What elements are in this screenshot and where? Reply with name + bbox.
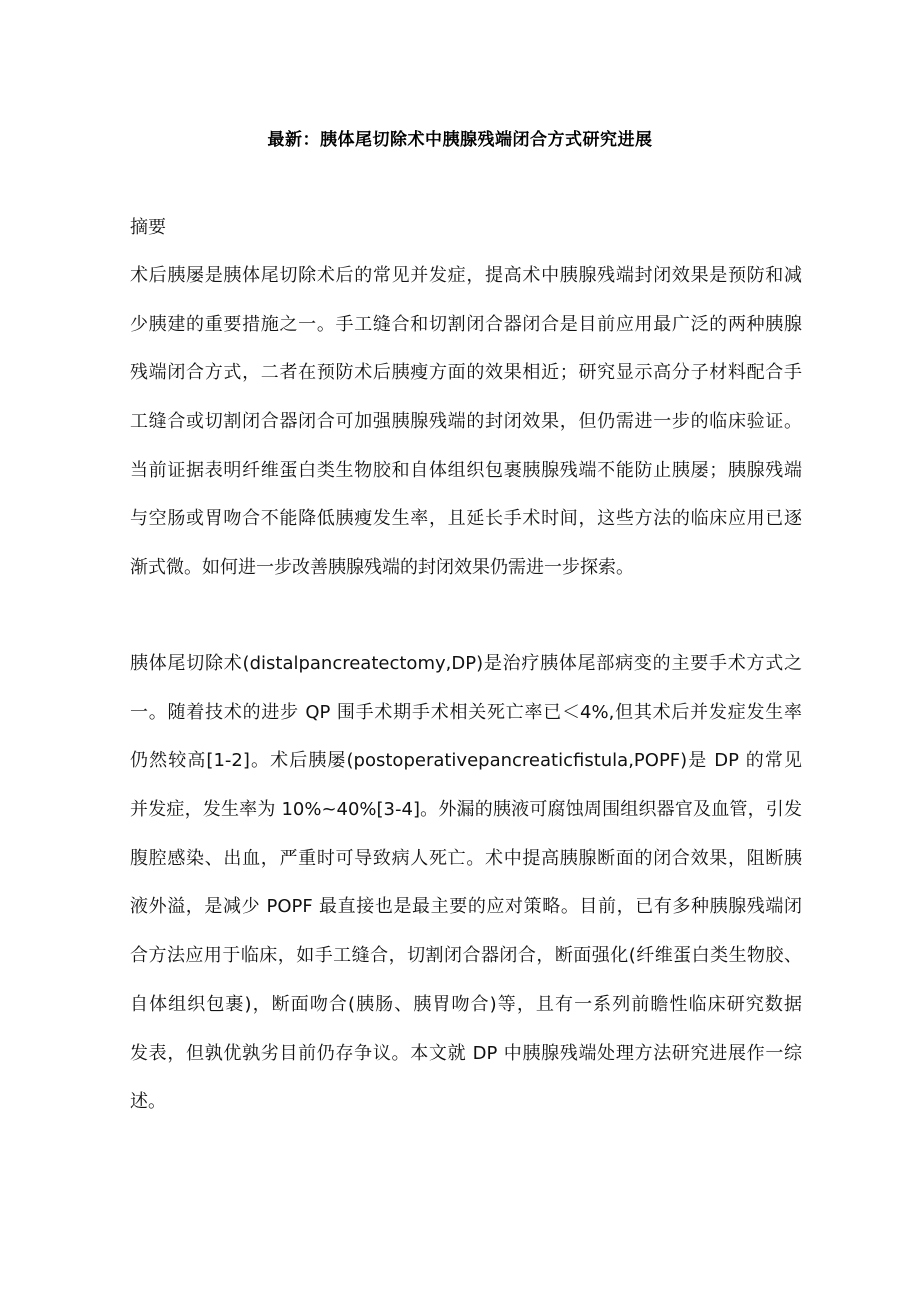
intro-line: 液外溢，是减少 POPF 最直接也是最主要的应对策略。目前，已有多种胰腺残端闭	[130, 896, 802, 918]
abstract-line: 少胰建的重要措施之一。手工缝合和切割闭合器闭合是目前应用最广泛的两种胰腺	[130, 313, 802, 335]
abstract-line: 工缝合或切割闭合器闭合可加强胰腺残端的封闭效果，但仍需进一步的临床验证。	[130, 411, 802, 433]
intro-line: 述。	[130, 1091, 166, 1113]
intro-line: 仍然较高[1-2]。术后胰屡(postoperativepancreaticfistula,POPF)是 DP 的常见	[130, 750, 802, 772]
intro-line: 并发症，发生率为 10%~40%[3-4]。外漏的胰液可腐蚀周围组织器官及血管，引发	[130, 799, 802, 821]
abstract-line: 残端闭合方式，二者在预防术后胰瘦方面的效果相近；研究显示高分子材料配合手	[130, 362, 802, 384]
document-title: 最新：胰体尾切除术中胰腺残端闭合方式研究进展	[267, 130, 653, 150]
intro-line: 发表，但孰优孰劣目前仍存争议。本文就 DP 中胰腺残端处理方法研究进展作一综	[130, 1042, 802, 1064]
abstract-line: 术后胰屡是胰体尾切除术后的常见并发症，提高术中胰腺残端封闭效果是预防和减	[130, 265, 802, 286]
intro-line: 自体组织包裹)，断面吻合(胰肠、胰胃吻合)等，且有一系列前瞻性临床研究数据	[130, 993, 802, 1015]
intro-line: 腹腔感染、出血，严重时可导致病人死亡。术中提高胰腺断面的闭合效果，阻断胰	[130, 847, 802, 869]
abstract-paragraph	[130, 262, 802, 603]
intro-line: 一。随着技术的进步 QP 围手术期手术相关死亡率已＜4%,但其术后并发症发生率	[130, 701, 802, 723]
intro-paragraph	[130, 650, 802, 1137]
intro-line: 胰体尾切除术(distalpancreatectomy,DP)是治疗胰体尾部病变的主要手术方式之	[130, 653, 802, 674]
abstract-line: 当前证据表明纤维蛋白类生物胶和自体组织包裹胰腺残端不能防止胰屡；胰腺残端	[130, 459, 802, 481]
abstract-heading: 摘要	[130, 217, 166, 238]
intro-line: 合方法应用于临床，如手工缝合，切割闭合器闭合，断面强化(纤维蛋白类生物胶、	[130, 945, 802, 967]
abstract-line: 与空肠或胃吻合不能降低胰瘦发生率，且延长手术时间，这些方法的临床应用已逐	[130, 508, 802, 530]
abstract-line: 渐式微。如何进一步改善胰腺残端的封闭效果仍需进一步探索。	[130, 557, 634, 579]
